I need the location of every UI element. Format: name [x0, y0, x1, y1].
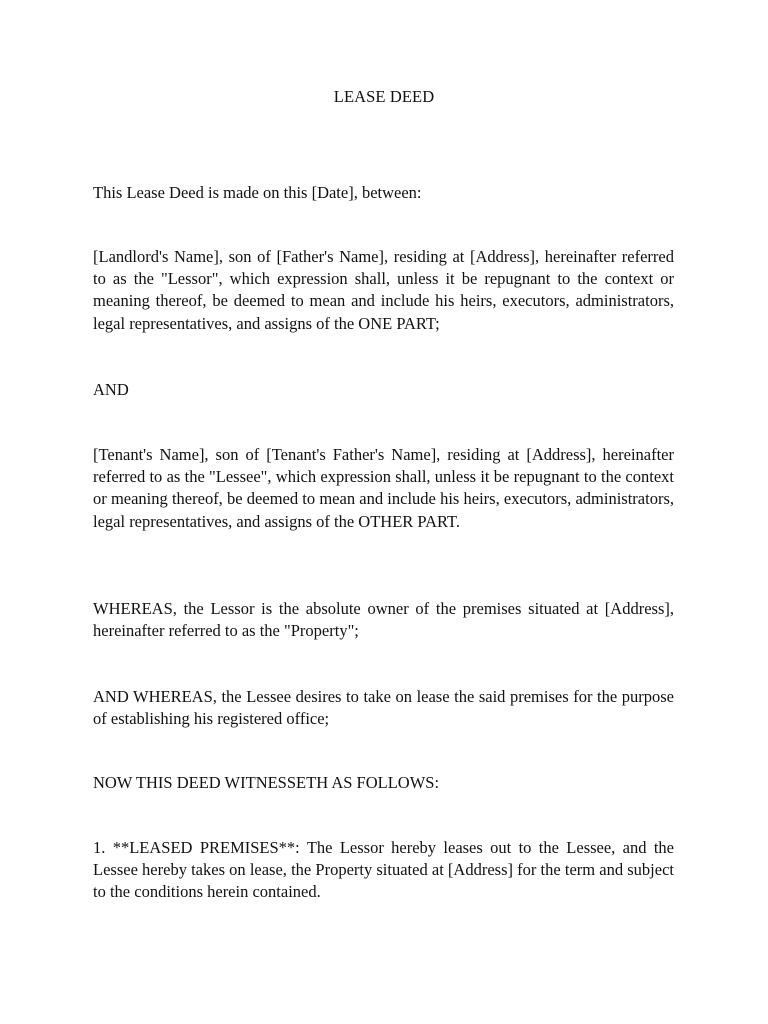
- whereas-paragraph-1: WHEREAS, the Lessor is the absolute owner of the premises situated at [Address], hereinafter referred to as the "Property";: [93, 599, 674, 641]
- intro-paragraph: This Lease Deed is made on this [Date], between:: [93, 183, 422, 202]
- document-title: LEASE DEED: [333, 87, 435, 106]
- whereas-paragraph-2: AND WHEREAS, the Lessee desires to take on lease the said premises for the purpose of establishing his registered office;: [93, 687, 674, 729]
- and-separator: AND: [93, 380, 129, 399]
- clause-1-leased-premises: 1. **LEASED PREMISES**: The Lessor hereby leases out to the Lessee, and the Lessee hereby takes on lease, the Property situated at [Address] for the term and subject to the conditions herein contained.: [93, 838, 674, 902]
- lessee-paragraph: [Tenant's Name], son of [Tenant's Father's Name], residing at [Address], hereinafter referred to as the "Lessee", which expression shall, unless it be repugnant to the context or meaning thereof, be deemed to mean and include his heirs, executors, administrators, legal representatives, and assigns of the OTHER PART.: [93, 445, 674, 531]
- witnesseth-heading: NOW THIS DEED WITNESSETH AS FOLLOWS:: [93, 773, 440, 792]
- lessor-paragraph: [Landlord's Name], son of [Father's Name], residing at [Address], hereinafter referred to as the "Lessor", which expression shall, unless it be repugnant to the context or meaning thereof, be deemed to mean and include his heirs, executors, administrators, legal representatives, and assigns of the ONE PART;: [93, 247, 674, 333]
